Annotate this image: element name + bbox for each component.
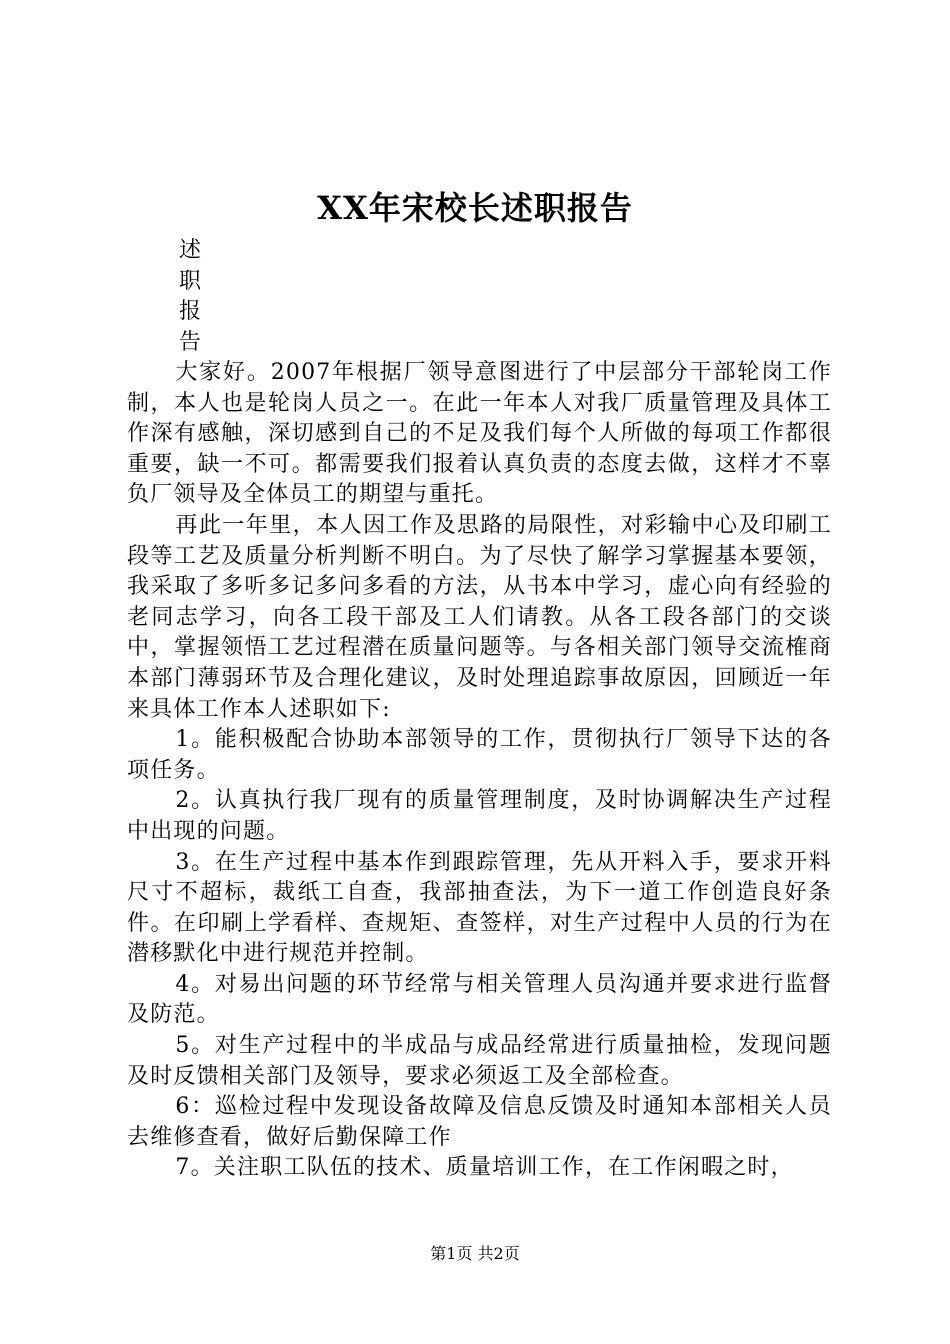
- list-item-4: 4。对易出问题的环节经常与相关管理人员沟通并要求进行监督及防范。: [127, 971, 832, 1028]
- document-body: [127, 358, 832, 1184]
- list-item-1: 1。能积极配合协助本部领导的工作，贯彻执行厂领导下达的各项任务。: [127, 727, 832, 783]
- page-footer: 第1页 共2页: [430, 1244, 520, 1263]
- list-item-5: 5。对生产过程中的半成品与成品经常进行质量抽检，发现问题及时反馈相关部门及领导，要求必须返工及全部检查。: [127, 1033, 832, 1089]
- heading-char: 职: [179, 268, 202, 294]
- heading-char: 述: [179, 238, 202, 263]
- document-title: XX年宋校长述职报告: [317, 189, 633, 227]
- heading-char: 告: [179, 329, 202, 355]
- list-item-6: 6：巡检过程中发现设备故障及信息反馈及时通知本部相关人员去维修查看，做好后勤保障工作: [127, 1094, 832, 1150]
- heading-char: 报: [179, 299, 202, 324]
- paragraph-intro: 再此一年里，本人因工作及思路的局限性，对彩输中心及印刷工段等工艺及质量分析判断不明白。为了尽快了解学习掌握基本要领，我采取了多听多记多问多看的方法，从书本中学习，虚心向有经验的老同志学习，向各工段干部及工人们请教。从各工段各部门的交谈中，掌握领悟工艺过程潜在质量问题等。与各相关部门领导交流榷商本部门薄弱环节及合理化建议，及时处理追踪事故原因，回顾近一年来具体工作本人述职如下:: [127, 512, 832, 722]
- paragraph-greeting: 大家好。2007年根据厂领导意图进行了中层部分干部轮岗工作制，本人也是轮岗人员之一。在此一年本人对我厂质量管理及具体工作深有感触，深切感到自己的不足及我们每个人所做的每项工作都很重要，缺一不可。都需要我们报着认真负责的态度去做，这样才不辜负厂领导及全体员工的期望与重托。: [127, 360, 832, 508]
- vertical-heading: [179, 236, 219, 358]
- list-item-3: 3。在生产过程中基本作到跟踪管理，先从开料入手，要求开料尺寸不超标，裁纸工自查，我部抽查法，为下一道工作创造良好条件。在印刷上学看样、查规矩、查签样，对生产过程中人员的行为在潜移默化中进行规范并控制。: [127, 849, 832, 967]
- list-item-7: 7。关注职工队伍的技术、质量培训工作，在工作闲暇之时，: [175, 1155, 794, 1181]
- list-item-2: 2。认真执行我厂现有的质量管理制度，及时协调解决生产过程中出现的问题。: [127, 788, 832, 844]
